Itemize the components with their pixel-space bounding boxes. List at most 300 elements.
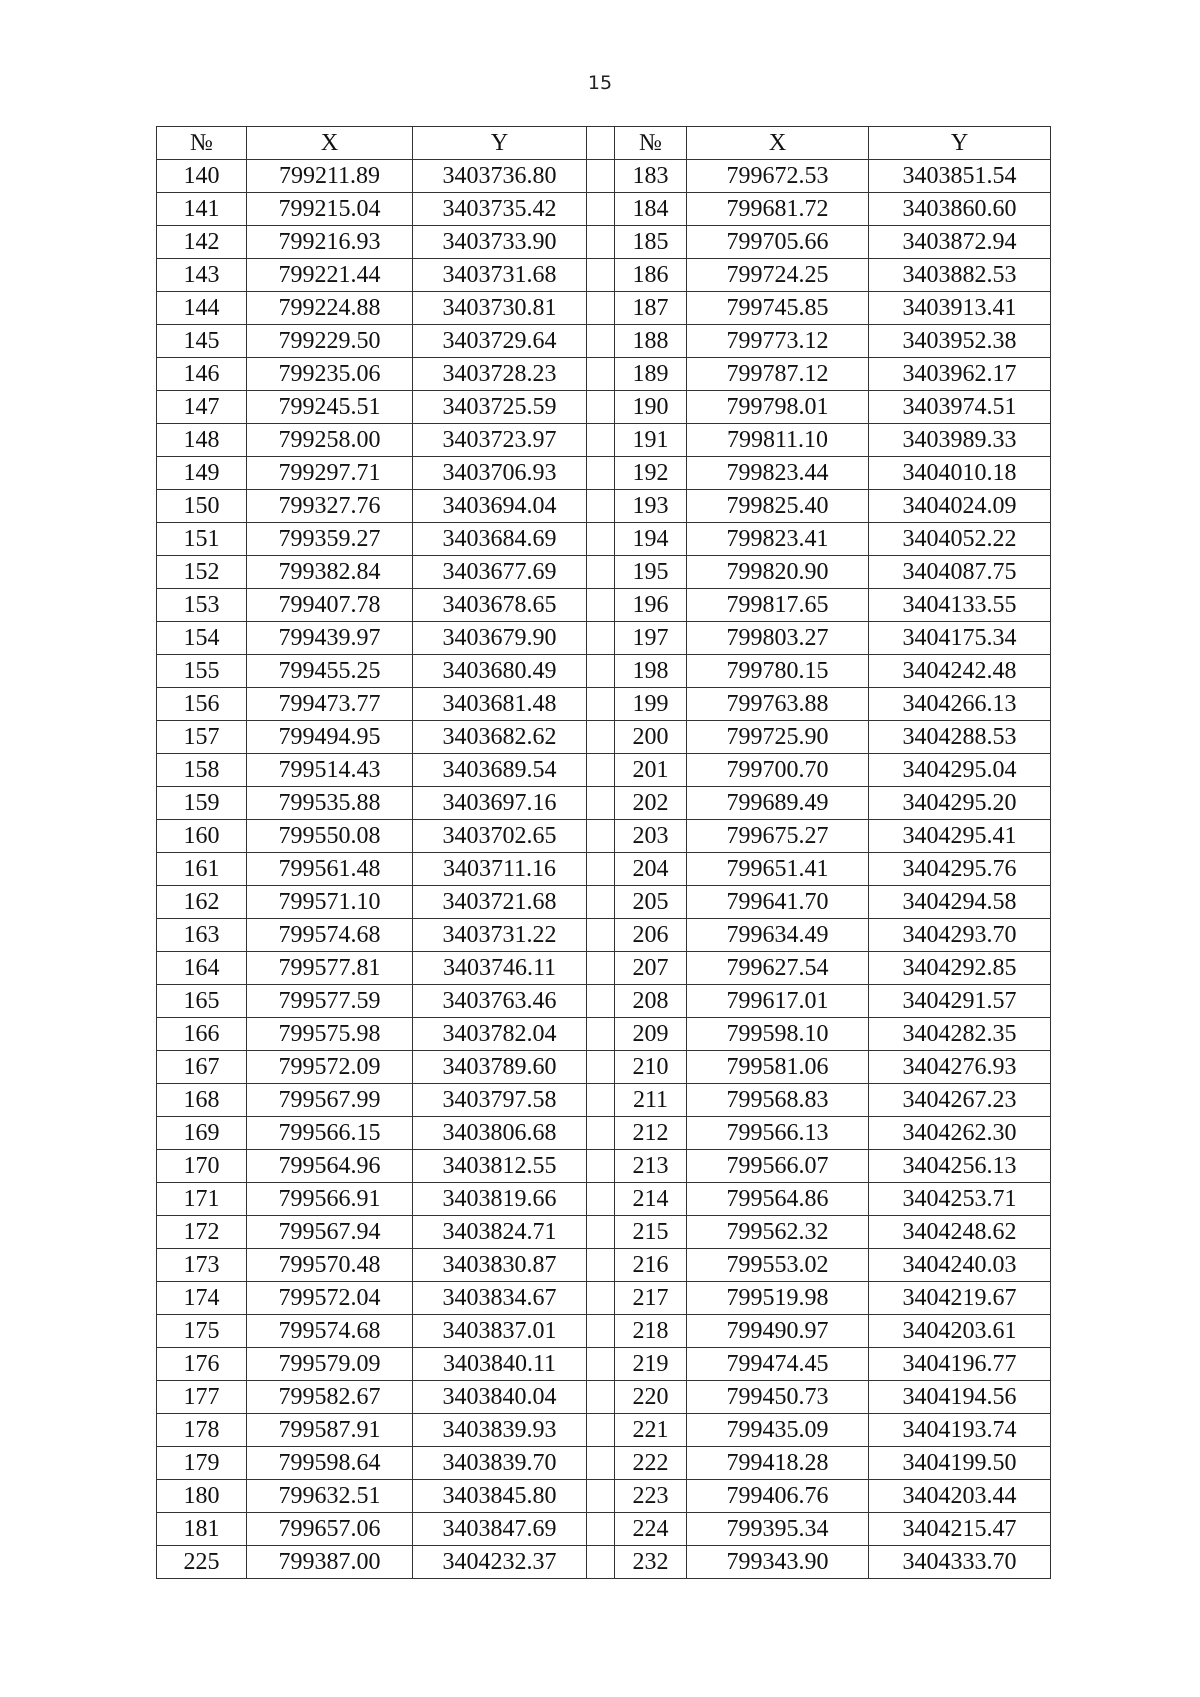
cell-number-left: 140: [157, 160, 247, 193]
gap-cell: [587, 457, 615, 490]
cell-y-left: 3403824.71: [413, 1216, 587, 1249]
table-row: [157, 1480, 1051, 1513]
cell-y-right: 3403989.33: [869, 424, 1051, 457]
cell-number-left: 144: [157, 292, 247, 325]
table-row: [157, 1084, 1051, 1117]
table-row: [157, 1513, 1051, 1546]
cell-y-right: 3404295.20: [869, 787, 1051, 820]
gap-cell: [587, 160, 615, 193]
cell-number-right: 221: [615, 1414, 687, 1447]
cell-x-left: 799535.88: [247, 787, 413, 820]
header-y-right: Y: [869, 127, 1051, 160]
cell-x-right: 799675.27: [687, 820, 869, 853]
cell-x-left: 799632.51: [247, 1480, 413, 1513]
cell-number-right: 191: [615, 424, 687, 457]
gap-cell: [587, 688, 615, 721]
cell-x-right: 799490.97: [687, 1315, 869, 1348]
table-row: [157, 490, 1051, 523]
table-row: [157, 1150, 1051, 1183]
cell-y-right: 3404133.55: [869, 589, 1051, 622]
cell-number-left: 158: [157, 754, 247, 787]
table-row: [157, 1282, 1051, 1315]
cell-number-left: 147: [157, 391, 247, 424]
cell-y-right: 3404295.41: [869, 820, 1051, 853]
cell-x-left: 799587.91: [247, 1414, 413, 1447]
table-row: [157, 787, 1051, 820]
cell-x-left: 799215.04: [247, 193, 413, 226]
cell-x-right: 799745.85: [687, 292, 869, 325]
cell-x-right: 799787.12: [687, 358, 869, 391]
cell-x-left: 799572.09: [247, 1051, 413, 1084]
gap-cell: [587, 754, 615, 787]
cell-y-right: 3404248.62: [869, 1216, 1051, 1249]
cell-x-left: 799579.09: [247, 1348, 413, 1381]
cell-number-right: 224: [615, 1513, 687, 1546]
cell-x-left: 799224.88: [247, 292, 413, 325]
cell-x-left: 799258.00: [247, 424, 413, 457]
table-row: [157, 1315, 1051, 1348]
table-row: [157, 655, 1051, 688]
cell-number-right: 209: [615, 1018, 687, 1051]
cell-number-left: 175: [157, 1315, 247, 1348]
cell-y-right: 3404267.23: [869, 1084, 1051, 1117]
cell-number-right: 187: [615, 292, 687, 325]
gap-cell: [587, 325, 615, 358]
cell-y-right: 3403974.51: [869, 391, 1051, 424]
cell-number-right: 186: [615, 259, 687, 292]
cell-y-left: 3403702.65: [413, 820, 587, 853]
cell-x-left: 799221.44: [247, 259, 413, 292]
cell-number-right: 192: [615, 457, 687, 490]
cell-number-right: 232: [615, 1546, 687, 1579]
gap-cell: [587, 226, 615, 259]
gap-cell: [587, 1183, 615, 1216]
cell-number-right: 220: [615, 1381, 687, 1414]
table-body: [157, 160, 1051, 1579]
cell-number-right: 208: [615, 985, 687, 1018]
cell-y-left: 3403789.60: [413, 1051, 587, 1084]
cell-y-right: 3403872.94: [869, 226, 1051, 259]
cell-x-left: 799235.06: [247, 358, 413, 391]
cell-y-right: 3404196.77: [869, 1348, 1051, 1381]
cell-x-left: 799574.68: [247, 1315, 413, 1348]
cell-y-left: 3403819.66: [413, 1183, 587, 1216]
cell-y-right: 3404219.67: [869, 1282, 1051, 1315]
cell-y-left: 3403797.58: [413, 1084, 587, 1117]
cell-number-right: 212: [615, 1117, 687, 1150]
cell-x-right: 799450.73: [687, 1381, 869, 1414]
cell-x-right: 799568.83: [687, 1084, 869, 1117]
cell-y-right: 3404087.75: [869, 556, 1051, 589]
gap-cell: [587, 655, 615, 688]
cell-y-left: 3403721.68: [413, 886, 587, 919]
cell-y-right: 3403962.17: [869, 358, 1051, 391]
cell-x-right: 799823.41: [687, 523, 869, 556]
gap-cell: [587, 1051, 615, 1084]
cell-number-left: 153: [157, 589, 247, 622]
cell-y-right: 3403882.53: [869, 259, 1051, 292]
cell-y-right: 3404262.30: [869, 1117, 1051, 1150]
cell-y-left: 3403689.54: [413, 754, 587, 787]
cell-number-right: 199: [615, 688, 687, 721]
cell-y-left: 3403837.01: [413, 1315, 587, 1348]
cell-number-left: 168: [157, 1084, 247, 1117]
cell-y-left: 3403684.69: [413, 523, 587, 556]
table-row: [157, 325, 1051, 358]
cell-y-left: 3403729.64: [413, 325, 587, 358]
cell-number-right: 188: [615, 325, 687, 358]
table-row: [157, 952, 1051, 985]
cell-x-right: 799581.06: [687, 1051, 869, 1084]
header-x-left: X: [247, 127, 413, 160]
cell-x-left: 799211.89: [247, 160, 413, 193]
gap-cell: [587, 1150, 615, 1183]
cell-number-left: 172: [157, 1216, 247, 1249]
cell-x-right: 799773.12: [687, 325, 869, 358]
cell-y-left: 3404232.37: [413, 1546, 587, 1579]
gap-cell: [587, 259, 615, 292]
cell-y-left: 3403679.90: [413, 622, 587, 655]
cell-y-right: 3404295.04: [869, 754, 1051, 787]
gap-cell: [587, 952, 615, 985]
gap-cell: [587, 985, 615, 1018]
cell-x-right: 799641.70: [687, 886, 869, 919]
cell-x-right: 799395.34: [687, 1513, 869, 1546]
gap-cell: [587, 424, 615, 457]
cell-x-right: 799651.41: [687, 853, 869, 886]
cell-y-right: 3403913.41: [869, 292, 1051, 325]
table-row: [157, 556, 1051, 589]
cell-number-right: 207: [615, 952, 687, 985]
cell-number-right: 196: [615, 589, 687, 622]
cell-number-right: 218: [615, 1315, 687, 1348]
cell-y-left: 3403840.04: [413, 1381, 587, 1414]
gap-cell: [587, 1348, 615, 1381]
gap-cell: [587, 1249, 615, 1282]
cell-x-left: 799327.76: [247, 490, 413, 523]
cell-number-right: 200: [615, 721, 687, 754]
cell-x-left: 799657.06: [247, 1513, 413, 1546]
cell-y-right: 3404291.57: [869, 985, 1051, 1018]
cell-y-left: 3403680.49: [413, 655, 587, 688]
cell-x-right: 799705.66: [687, 226, 869, 259]
table-row: [157, 193, 1051, 226]
gap-cell: [587, 358, 615, 391]
gap-cell: [587, 1513, 615, 1546]
cell-x-right: 799474.45: [687, 1348, 869, 1381]
cell-y-left: 3403723.97: [413, 424, 587, 457]
cell-y-left: 3403682.62: [413, 721, 587, 754]
cell-number-right: 195: [615, 556, 687, 589]
cell-x-right: 799763.88: [687, 688, 869, 721]
cell-y-right: 3404194.56: [869, 1381, 1051, 1414]
cell-y-right: 3404288.53: [869, 721, 1051, 754]
cell-y-left: 3403725.59: [413, 391, 587, 424]
cell-y-left: 3403840.11: [413, 1348, 587, 1381]
cell-number-left: 154: [157, 622, 247, 655]
table-row: [157, 721, 1051, 754]
header-x-right: X: [687, 127, 869, 160]
cell-y-right: 3404215.47: [869, 1513, 1051, 1546]
table-row: [157, 1117, 1051, 1150]
table-row: [157, 1348, 1051, 1381]
gap-cell: [587, 1546, 615, 1579]
cell-y-right: 3404175.34: [869, 622, 1051, 655]
cell-number-left: 179: [157, 1447, 247, 1480]
cell-x-right: 799725.90: [687, 721, 869, 754]
cell-x-left: 799582.67: [247, 1381, 413, 1414]
cell-y-right: 3404293.70: [869, 919, 1051, 952]
table-row: [157, 1381, 1051, 1414]
gap-cell: [587, 1216, 615, 1249]
cell-x-right: 799617.01: [687, 985, 869, 1018]
cell-x-left: 799598.64: [247, 1447, 413, 1480]
cell-number-right: 216: [615, 1249, 687, 1282]
gap-cell: [587, 589, 615, 622]
cell-number-left: 149: [157, 457, 247, 490]
table-header-row: [157, 127, 1051, 160]
table-row: [157, 886, 1051, 919]
cell-y-right: 3404010.18: [869, 457, 1051, 490]
cell-x-left: 799245.51: [247, 391, 413, 424]
cell-x-right: 799724.25: [687, 259, 869, 292]
cell-y-left: 3403736.80: [413, 160, 587, 193]
cell-y-left: 3403706.93: [413, 457, 587, 490]
cell-number-left: 160: [157, 820, 247, 853]
cell-x-right: 799817.65: [687, 589, 869, 622]
cell-y-left: 3403697.16: [413, 787, 587, 820]
cell-x-right: 799562.32: [687, 1216, 869, 1249]
table-row: [157, 391, 1051, 424]
cell-number-right: 210: [615, 1051, 687, 1084]
cell-y-left: 3403845.80: [413, 1480, 587, 1513]
cell-x-right: 799681.72: [687, 193, 869, 226]
cell-x-left: 799216.93: [247, 226, 413, 259]
cell-number-right: 204: [615, 853, 687, 886]
gap-column: [587, 127, 615, 160]
cell-number-right: 198: [615, 655, 687, 688]
cell-y-left: 3403812.55: [413, 1150, 587, 1183]
table-row: [157, 1183, 1051, 1216]
cell-x-right: 799627.54: [687, 952, 869, 985]
cell-number-left: 141: [157, 193, 247, 226]
cell-number-right: 223: [615, 1480, 687, 1513]
gap-cell: [587, 787, 615, 820]
gap-cell: [587, 1018, 615, 1051]
gap-cell: [587, 1315, 615, 1348]
cell-number-left: 162: [157, 886, 247, 919]
cell-x-right: 799566.07: [687, 1150, 869, 1183]
cell-y-left: 3403730.81: [413, 292, 587, 325]
cell-x-left: 799577.59: [247, 985, 413, 1018]
cell-x-right: 799689.49: [687, 787, 869, 820]
cell-number-right: 183: [615, 160, 687, 193]
cell-x-left: 799564.96: [247, 1150, 413, 1183]
cell-number-left: 178: [157, 1414, 247, 1447]
cell-number-left: 145: [157, 325, 247, 358]
gap-cell: [587, 1117, 615, 1150]
cell-x-left: 799567.94: [247, 1216, 413, 1249]
cell-number-left: 164: [157, 952, 247, 985]
cell-number-right: 214: [615, 1183, 687, 1216]
cell-number-left: 143: [157, 259, 247, 292]
cell-number-left: 166: [157, 1018, 247, 1051]
gap-cell: [587, 391, 615, 424]
gap-cell: [587, 820, 615, 853]
table-row: [157, 853, 1051, 886]
cell-x-right: 799435.09: [687, 1414, 869, 1447]
header-y-left: Y: [413, 127, 587, 160]
cell-y-left: 3403678.65: [413, 589, 587, 622]
cell-y-left: 3403733.90: [413, 226, 587, 259]
gap-cell: [587, 919, 615, 952]
cell-number-right: 201: [615, 754, 687, 787]
cell-y-left: 3403847.69: [413, 1513, 587, 1546]
table-row: [157, 919, 1051, 952]
cell-y-left: 3403694.04: [413, 490, 587, 523]
gap-cell: [587, 1084, 615, 1117]
cell-y-right: 3404193.74: [869, 1414, 1051, 1447]
cell-y-right: 3404282.35: [869, 1018, 1051, 1051]
cell-number-left: 225: [157, 1546, 247, 1579]
table-row: [157, 1414, 1051, 1447]
cell-y-right: 3404256.13: [869, 1150, 1051, 1183]
cell-x-right: 799798.01: [687, 391, 869, 424]
cell-y-right: 3403860.60: [869, 193, 1051, 226]
cell-x-left: 799567.99: [247, 1084, 413, 1117]
cell-y-right: 3404333.70: [869, 1546, 1051, 1579]
table-row: [157, 1249, 1051, 1282]
cell-y-right: 3404199.50: [869, 1447, 1051, 1480]
cell-y-right: 3404253.71: [869, 1183, 1051, 1216]
gap-cell: [587, 556, 615, 589]
cell-number-left: 142: [157, 226, 247, 259]
header-number-left: №: [157, 127, 247, 160]
cell-x-left: 799566.91: [247, 1183, 413, 1216]
cell-number-left: 169: [157, 1117, 247, 1150]
cell-y-right: 3404276.93: [869, 1051, 1051, 1084]
table-row: [157, 688, 1051, 721]
cell-number-right: 202: [615, 787, 687, 820]
table-row: [157, 160, 1051, 193]
cell-y-left: 3403728.23: [413, 358, 587, 391]
cell-number-left: 171: [157, 1183, 247, 1216]
cell-y-left: 3403806.68: [413, 1117, 587, 1150]
gap-cell: [587, 1381, 615, 1414]
cell-number-right: 219: [615, 1348, 687, 1381]
cell-x-left: 799359.27: [247, 523, 413, 556]
header-number-right: №: [615, 127, 687, 160]
cell-x-left: 799297.71: [247, 457, 413, 490]
cell-number-left: 180: [157, 1480, 247, 1513]
table-row: [157, 589, 1051, 622]
cell-y-right: 3404242.48: [869, 655, 1051, 688]
table-row: [157, 820, 1051, 853]
cell-number-left: 156: [157, 688, 247, 721]
cell-number-left: 146: [157, 358, 247, 391]
cell-x-left: 799229.50: [247, 325, 413, 358]
cell-y-left: 3403735.42: [413, 193, 587, 226]
cell-x-left: 799575.98: [247, 1018, 413, 1051]
cell-y-left: 3403711.16: [413, 853, 587, 886]
cell-x-left: 799550.08: [247, 820, 413, 853]
cell-x-right: 799825.40: [687, 490, 869, 523]
cell-y-right: 3404294.58: [869, 886, 1051, 919]
cell-x-right: 799803.27: [687, 622, 869, 655]
cell-y-left: 3403763.46: [413, 985, 587, 1018]
cell-number-right: 185: [615, 226, 687, 259]
cell-x-left: 799439.97: [247, 622, 413, 655]
cell-number-left: 173: [157, 1249, 247, 1282]
cell-y-left: 3403746.11: [413, 952, 587, 985]
cell-y-right: 3404295.76: [869, 853, 1051, 886]
cell-y-left: 3403731.22: [413, 919, 587, 952]
cell-number-right: 222: [615, 1447, 687, 1480]
cell-y-left: 3403839.93: [413, 1414, 587, 1447]
cell-number-left: 152: [157, 556, 247, 589]
coordinates-table: [156, 126, 1051, 1579]
cell-x-left: 799574.68: [247, 919, 413, 952]
table-row: [157, 754, 1051, 787]
cell-y-left: 3403681.48: [413, 688, 587, 721]
table-row: [157, 985, 1051, 1018]
cell-number-left: 177: [157, 1381, 247, 1414]
cell-number-right: 190: [615, 391, 687, 424]
cell-number-left: 155: [157, 655, 247, 688]
page-number: 15: [587, 72, 613, 94]
cell-y-right: 3403851.54: [869, 160, 1051, 193]
cell-number-left: 157: [157, 721, 247, 754]
cell-number-right: 217: [615, 1282, 687, 1315]
cell-x-right: 799598.10: [687, 1018, 869, 1051]
cell-number-right: 189: [615, 358, 687, 391]
cell-x-left: 799566.15: [247, 1117, 413, 1150]
cell-y-right: 3404240.03: [869, 1249, 1051, 1282]
gap-cell: [587, 622, 615, 655]
cell-x-right: 799823.44: [687, 457, 869, 490]
cell-number-right: 215: [615, 1216, 687, 1249]
table-row: [157, 292, 1051, 325]
cell-y-left: 3403834.67: [413, 1282, 587, 1315]
cell-y-left: 3403782.04: [413, 1018, 587, 1051]
cell-x-right: 799634.49: [687, 919, 869, 952]
cell-number-left: 151: [157, 523, 247, 556]
cell-x-left: 799577.81: [247, 952, 413, 985]
cell-x-right: 799564.86: [687, 1183, 869, 1216]
table-row: [157, 1018, 1051, 1051]
cell-y-left: 3403839.70: [413, 1447, 587, 1480]
gap-cell: [587, 1480, 615, 1513]
cell-x-left: 799387.00: [247, 1546, 413, 1579]
cell-number-left: 167: [157, 1051, 247, 1084]
gap-cell: [587, 1447, 615, 1480]
gap-cell: [587, 853, 615, 886]
cell-number-left: 176: [157, 1348, 247, 1381]
cell-number-left: 181: [157, 1513, 247, 1546]
cell-number-left: 174: [157, 1282, 247, 1315]
cell-y-right: 3404052.22: [869, 523, 1051, 556]
cell-x-right: 799672.53: [687, 160, 869, 193]
table-row: [157, 622, 1051, 655]
cell-number-right: 184: [615, 193, 687, 226]
cell-number-right: 197: [615, 622, 687, 655]
gap-cell: [587, 193, 615, 226]
cell-x-left: 799382.84: [247, 556, 413, 589]
gap-cell: [587, 523, 615, 556]
gap-cell: [587, 1282, 615, 1315]
table-row: [157, 1216, 1051, 1249]
cell-number-right: 205: [615, 886, 687, 919]
